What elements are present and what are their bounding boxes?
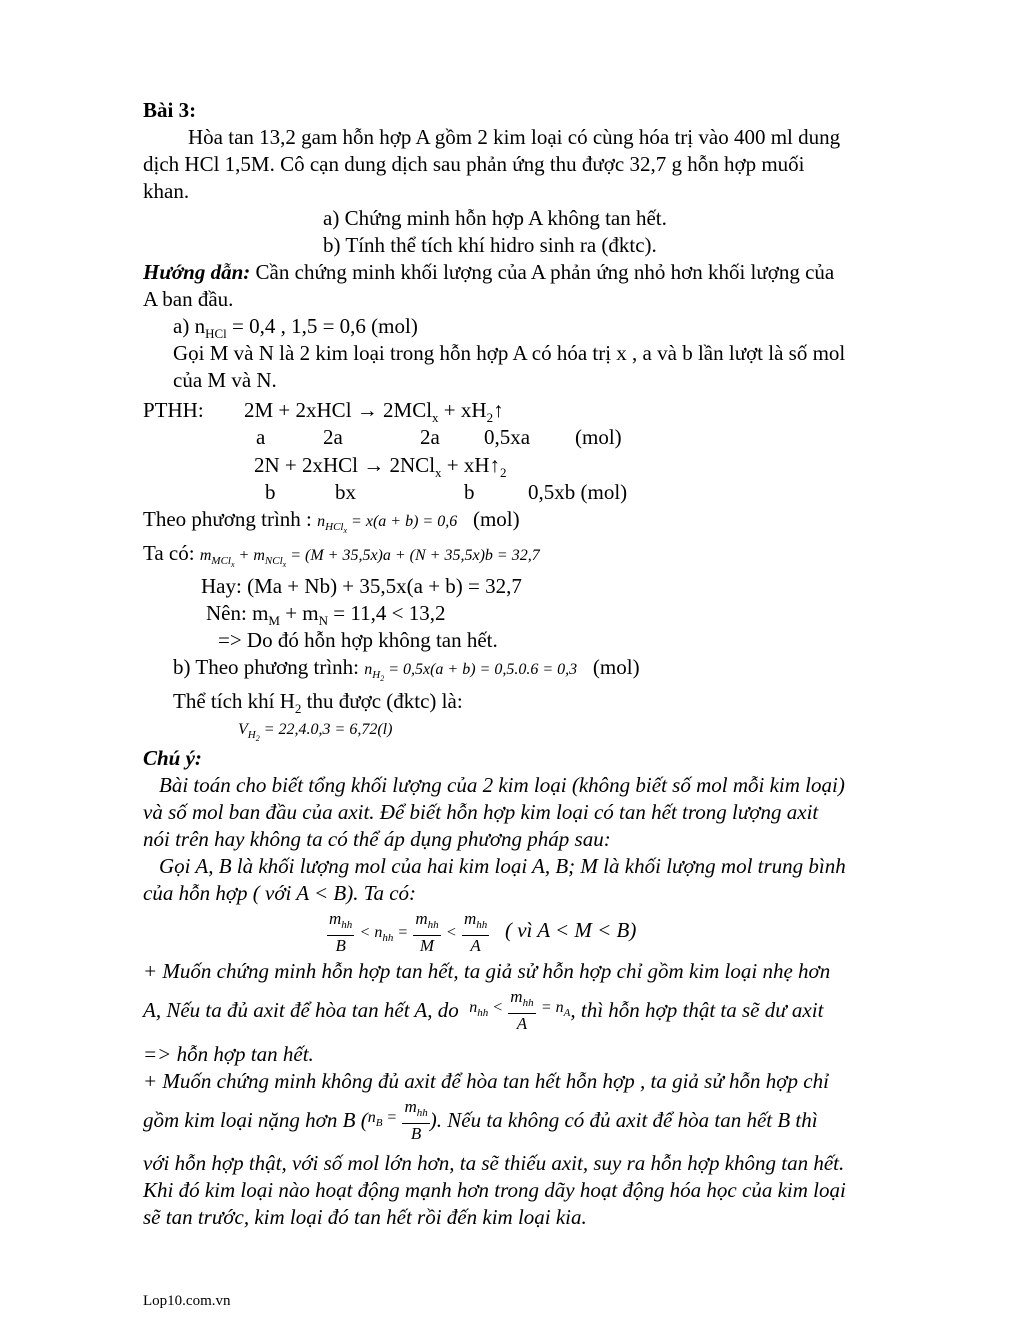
- note-line: => hỗn hợp tan hết.: [143, 1042, 314, 1066]
- eq1-end: + xH: [438, 398, 487, 422]
- note-line: Khi đó kim loại nào hoạt động mạnh hơn trong dãy hoạt động hóa học của kim loại: [143, 1178, 846, 1202]
- mol-row-1-a: a: [256, 425, 266, 449]
- nen-mid: + m: [279, 601, 319, 625]
- mol-row-1-e: (mol): [575, 425, 622, 449]
- formula: $m_{MCl_x} + m_{NCl_x} = (M + 35,5x)a + (N + 35,5x)b = 32,7$: [199, 547, 540, 570]
- pthh-label: PTHH:: [143, 398, 204, 422]
- up-arrow-icon: ↑: [493, 398, 504, 422]
- inequality: $\frac{m_{hh}}{B}$ < $n_{hh}$ = $\frac{m_{hh}}{M}$ < $\frac{m_{hh}}{A}$ ( vì A < M < B): [329, 909, 637, 955]
- note-line: A, Nếu ta đủ axit để hòa tan hết A, do $n_{hh}$ < $\frac{m_{hh}}{A}$ = $n_A$, thì hỗn hợp thật ta sẽ dư axit: [143, 987, 824, 1033]
- mol-row-1-b: 2a: [323, 425, 343, 449]
- nen-pre: Nên: m: [206, 601, 269, 625]
- subscript: 2: [486, 410, 494, 425]
- formula-body: = 0,5x(a + b) = 0,5.0.6 = 0,3: [388, 661, 578, 678]
- subscript: x: [432, 410, 439, 425]
- subscript: M: [268, 613, 280, 628]
- fraction: $\frac{m_{hh}}{M}$: [415, 909, 439, 955]
- inequality-note: ( vì A < M < B): [504, 917, 637, 942]
- note-line: + Muốn chứng minh không đủ axit để hòa tan hết hỗn hợp , ta giả sử hỗn hợp chỉ: [143, 1069, 829, 1093]
- mol-row-2-a: b: [265, 480, 276, 504]
- question-a: a) Chứng minh hỗn hợp A không tan hết.: [323, 206, 667, 230]
- subscript: x: [435, 465, 442, 480]
- note-text: A, Nếu ta đủ axit để hòa tan hết A, do: [143, 998, 459, 1022]
- subscript: N: [318, 613, 329, 628]
- guide-text: Cần chứng minh khối lượng của A phản ứng nhỏ hơn khối lượng của: [250, 260, 835, 284]
- note-line: gồm kim loại nặng hơn B ($n_B$ = $\frac{m_{hh}}{B}$ ). Nếu ta không có đủ axit để hòa tan hết B thì: [143, 1097, 818, 1143]
- mol-row-2-b: bx: [335, 480, 356, 504]
- note-line: Gọi A, B là khối lượng mol của hai kim loại A, B; M là khối lượng mol trung bình: [159, 854, 846, 878]
- eq1-main: 2M + 2xHCl → 2MCl: [244, 398, 433, 422]
- call-line: của M và N.: [173, 368, 277, 392]
- fraction: $\frac{m_{hh}}{B}$: [404, 1097, 428, 1143]
- taco-label: Ta có:: [143, 541, 200, 565]
- note-line: và số mol ban đầu của axit. Để biết hỗn hợp kim loại có tan hết trong lượng axit: [143, 800, 819, 824]
- note-line: với hỗn hợp thật, với số mol lớn hơn, ta sẽ thiếu axit, suy ra hỗn hợp không tan hết.: [143, 1151, 845, 1175]
- volume-pre: Thể tích khí H: [173, 689, 295, 713]
- equation-1: [244, 397, 504, 431]
- problem-line: dịch HCl 1,5M. Cô cạn dung dịch sau phản ứng thu được 32,7 g hỗn hợp muối: [143, 152, 805, 176]
- call-line: Gọi M và N là 2 kim loại trong hỗn hợp A có hóa trị x , a và b lần lượt là số mol: [173, 341, 846, 365]
- problem-line: khan.: [143, 179, 190, 203]
- answer-a-prefix: a) n: [173, 314, 206, 338]
- hay-line: Hay: (Ma + Nb) + 35,5x(a + b) = 32,7: [201, 574, 522, 598]
- note-line: nói trên hay không ta có thể áp dụng phương pháp sau:: [143, 827, 611, 851]
- formula-body: = 22,4.0,3 = 6,72(l): [263, 721, 393, 738]
- fraction: $\frac{m_{hh}}{B}$: [329, 909, 353, 955]
- note-label: Chú ý:: [143, 746, 202, 770]
- note-line: sẽ tan trước, kim loại đó tan hết rồi đến kim loại kia.: [143, 1205, 587, 1229]
- note-line: của hỗn hợp ( với A < B). Ta có:: [143, 881, 417, 905]
- footer-site: Lop10.com.vn: [143, 1293, 231, 1309]
- subscript: 2: [500, 465, 507, 480]
- volume-formula: [238, 714, 392, 752]
- mol-row-2-d: 0,5xb (mol): [528, 480, 628, 504]
- fraction: $\frac{m_{hh}}{A}$: [510, 987, 534, 1033]
- note-text: , thì hỗn hợp thật ta sẽ dư axit: [570, 998, 824, 1022]
- answer-b-label: b) Theo phương trình:: [173, 655, 365, 679]
- fraction: $\frac{m_{hh}}{A}$: [463, 909, 488, 955]
- note-line: + Muốn chứng minh hỗn hợp tan hết, ta giả sử hỗn hợp chỉ gồm kim loại nhẹ hơn: [143, 959, 831, 983]
- nen-end: = 11,4 < 13,2: [328, 601, 446, 625]
- guide-line: [143, 259, 834, 285]
- eq2-main: 2N + 2xHCl → 2NCl: [254, 453, 436, 477]
- mol-row-1-c: 2a: [420, 425, 440, 449]
- problem-line: Hòa tan 13,2 gam hỗn hợp A gồm 2 kim loại có cùng hóa trị vào 400 ml dung: [188, 125, 841, 149]
- note-text: gồm kim loại nặng hơn B (: [143, 1108, 368, 1132]
- mol-row-1-d: 0,5xa: [484, 425, 531, 449]
- guide-line: A ban đầu.: [143, 287, 234, 311]
- answer-a-rest: = 0,4 , 1,5 = 0,6 (mol): [226, 314, 418, 338]
- unit: (mol): [592, 655, 640, 679]
- volume-end: thu được (đktc) là:: [301, 689, 463, 713]
- conclusion-line: => Do đó hỗn hợp không tan hết.: [218, 628, 498, 652]
- note-line: Bài toán cho biết tổng khối lượng của 2 kim loại (không biết số mol mỗi kim loại): [159, 773, 845, 797]
- mol-row-2-c: b: [464, 480, 475, 504]
- subscript: HCl: [205, 326, 227, 341]
- formula: $n_{HCl_x} = x(a + b) = 0,6$: [317, 513, 458, 536]
- formula: $n_{H_2} = 0,5x(a + b) = 0,5.0.6 = 0,3$: [364, 661, 578, 684]
- formula-body: = (M + 35,5x)a + (N + 35,5x)b = 32,7: [290, 547, 540, 564]
- guide-label: Hướng dẫn:: [143, 260, 251, 284]
- note-text: ). Nếu ta không có đủ axit để hòa tan hết B thì: [429, 1108, 818, 1132]
- eq2-end: + xH↑: [441, 453, 501, 477]
- formula: $V_{H_2} = 22,4.0,3 = 6,72(l)$: [238, 721, 393, 744]
- formula-body: = x(a + b) = 0,6: [351, 513, 458, 530]
- unit: (mol): [472, 507, 520, 531]
- answer-b-line: [173, 654, 640, 692]
- subscript: 2: [294, 701, 302, 716]
- theo-line: [143, 506, 520, 544]
- question-b: b) Tính thể tích khí hidro sinh ra (đktc).: [323, 233, 657, 257]
- exercise-title: Bài 3:: [143, 98, 197, 122]
- theo-label: Theo phương trình :: [143, 507, 318, 531]
